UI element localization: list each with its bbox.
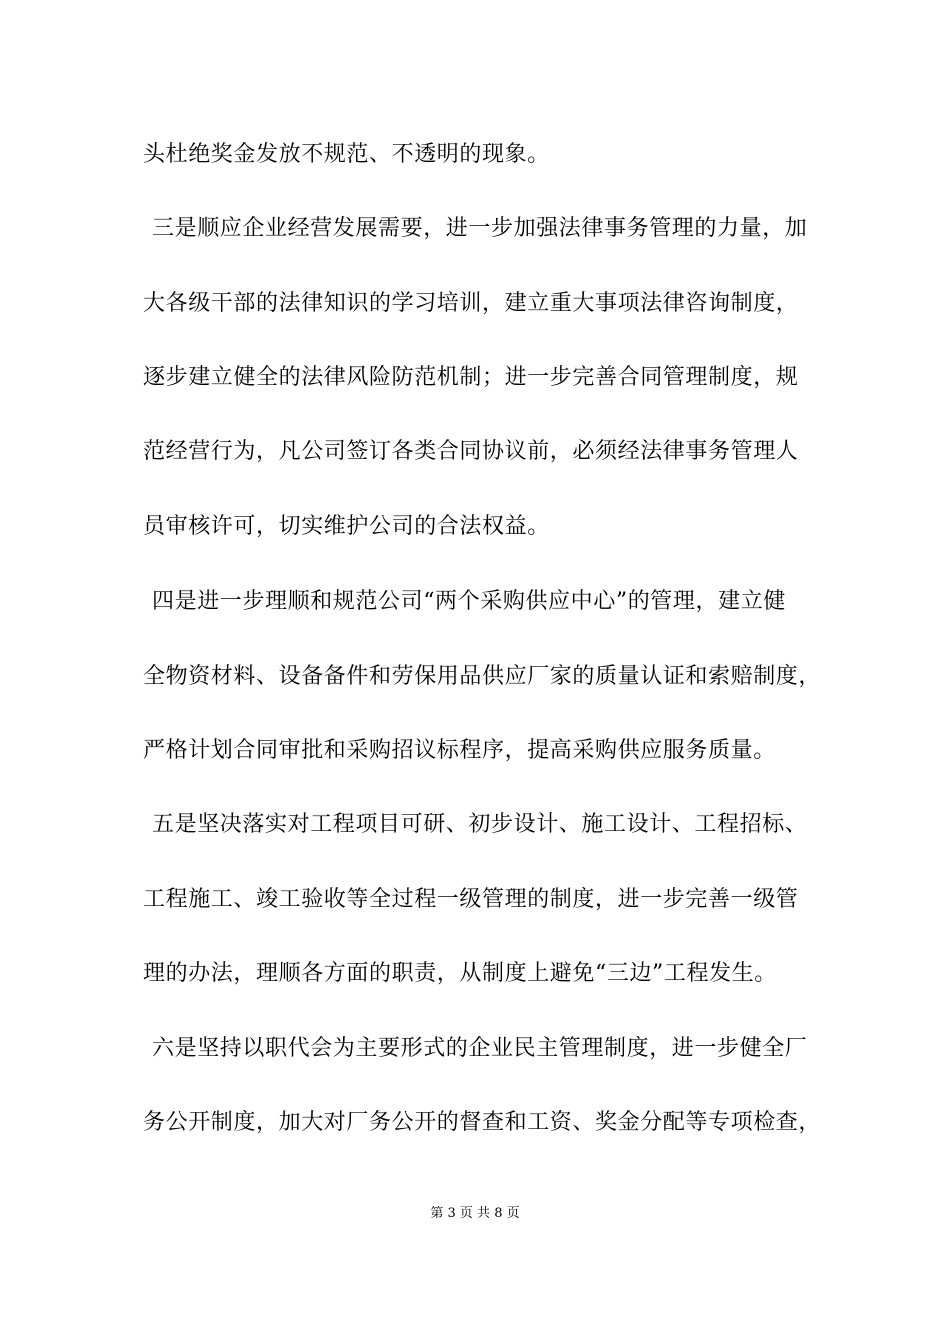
paragraph-2-line-1: 三是顺应企业经营发展需要，进一步加强法律事务管理的力量，加: [152, 216, 808, 241]
paragraph-5-line-2: 务公开制度，加大对厂务公开的督查和工资、奖金分配等专项检查，: [143, 1110, 822, 1135]
paragraph-5-line-1: 六是坚持以职代会为主要形式的企业民主管理制度，进一步健全厂: [152, 1036, 808, 1061]
paragraph-2-line-5: 员审核许可，切实维护公司的合法权益。: [143, 514, 550, 539]
paragraph-3-line-2: 全物资材料、设备备件和劳保用品供应厂家的质量认证和索赔制度，: [143, 664, 822, 689]
paragraph-2-line-3: 逐步建立健全的法律风险防范机制；进一步完善合同管理制度，规: [143, 365, 799, 390]
paragraph-2-line-2: 大各级干部的法律知识的学习培训，建立重大事项法律咨询制度，: [143, 291, 799, 316]
paragraph-2-line-4: 范经营行为，凡公司签订各类合同协议前，必须经法律事务管理人: [143, 439, 799, 464]
paragraph-4-line-3: 理的办法，理顺各方面的职责，从制度上避免“三边”工程发生。: [143, 961, 777, 986]
paragraph-3-line-3: 严格计划合同审批和采购招议标程序，提高采购供应服务质量。: [143, 738, 776, 763]
page-number-footer: 第 3 页 共 8 页: [430, 1206, 520, 1221]
paragraph-3-line-1: 四是进一步理顺和规范公司“两个采购供应中心”的管理，建立健: [152, 589, 786, 614]
paragraph-1-line-1: 头杜绝奖金发放不规范、不透明的现象。: [143, 142, 550, 167]
paragraph-4-line-2: 工程施工、竣工验收等全过程一级管理的制度，进一步完善一级管: [143, 887, 799, 912]
paragraph-4-line-1: 五是坚决落实对工程项目可研、初步设计、施工设计、工程招标、: [152, 812, 808, 837]
